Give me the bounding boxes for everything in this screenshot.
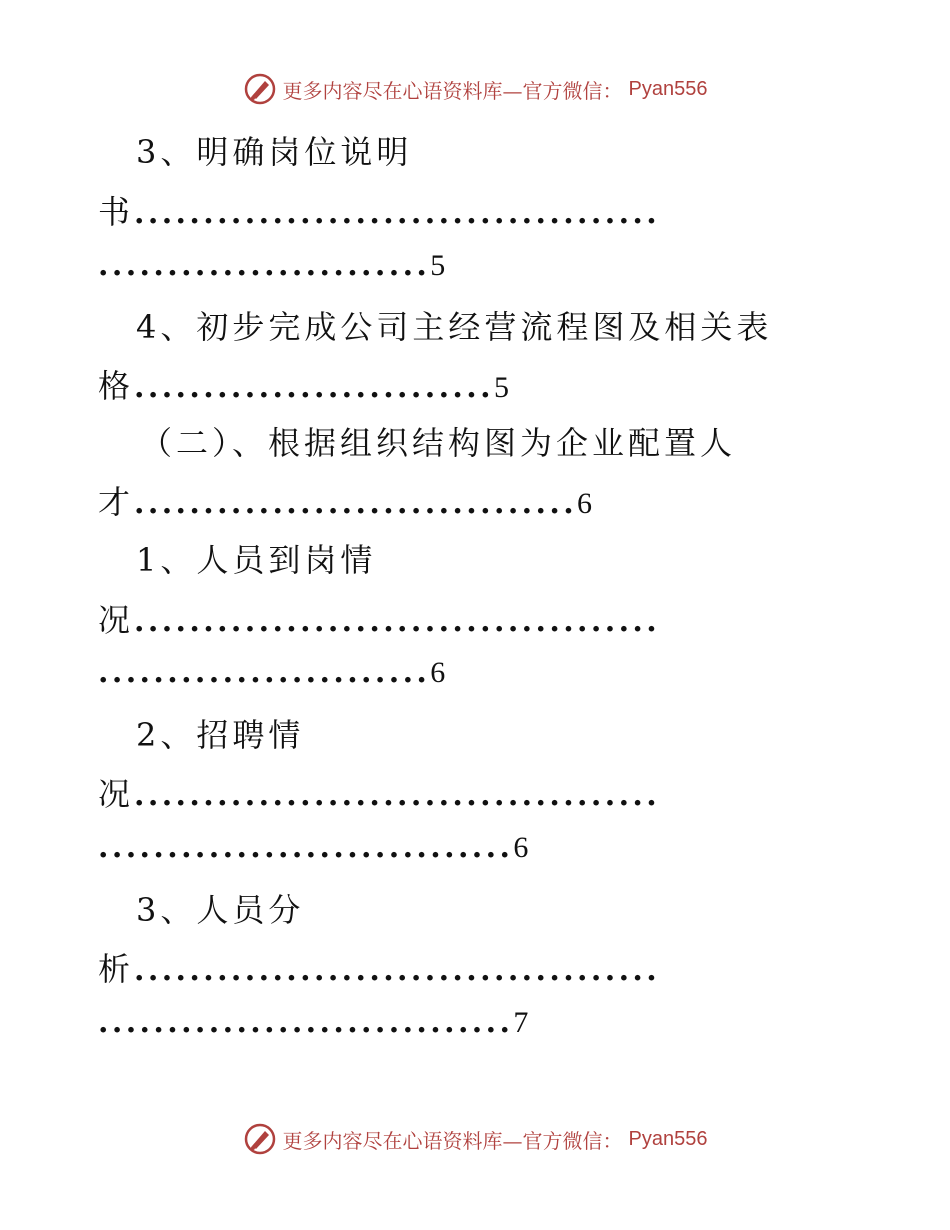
toc-heading-tail: 析: [98, 950, 135, 988]
toc-leader-line: [98, 827, 528, 865]
toc-dot-leader: ......................................: [134, 953, 661, 988]
toc-dot-leader: ..............................: [98, 1005, 514, 1040]
toc-leader-line: [98, 769, 660, 815]
toc-heading-text: 1、人员到岗情: [136, 541, 377, 579]
toc-heading: [136, 302, 772, 348]
toc-dot-leader: ........................: [98, 248, 431, 283]
toc-leader-line: [98, 1002, 528, 1040]
toc-leader-line: [98, 477, 592, 523]
toc-dot-leader: ......................................: [134, 604, 661, 639]
toc-heading-tail: 况: [98, 601, 135, 639]
toc-heading-tail: 格: [98, 367, 135, 405]
banner-wechat-id: Pyan556: [628, 77, 708, 100]
toc-heading-text: 4、初步完成公司主经营流程图及相关表: [136, 308, 773, 346]
footer-banner: [0, 1122, 950, 1156]
banner-text: 更多内容尽在心语资料库—官方微信：: [282, 78, 623, 103]
toc-page-number: 6: [430, 656, 446, 689]
toc-heading-tail: 书: [98, 193, 135, 231]
toc-heading-tail: 况: [98, 775, 135, 813]
toc-leader-line: [98, 595, 660, 641]
toc-heading: [136, 127, 412, 173]
toc-page-number: 7: [513, 1006, 529, 1039]
toc-heading-text: 3、人员分: [136, 891, 305, 929]
header-banner: [0, 72, 950, 106]
toc-heading: [140, 418, 736, 464]
toc-heading-text: 3、明确岗位说明: [136, 133, 413, 171]
toc-dot-leader: ......................................: [134, 778, 661, 813]
toc-page-number: 5: [430, 249, 446, 282]
banner-wechat-id: Pyan556: [628, 1127, 708, 1150]
toc-leader-line: [98, 652, 445, 690]
toc-page-number: 6: [513, 831, 529, 864]
toc-heading: [136, 710, 304, 756]
toc-dot-leader: ........................: [98, 655, 431, 690]
toc-dot-leader: ................................: [134, 486, 578, 521]
toc-leader-line: [98, 245, 445, 283]
toc-heading-text: 2、招聘情: [136, 716, 305, 754]
toc-heading-tail: 才: [98, 483, 135, 521]
toc-leader-line: [98, 187, 660, 233]
toc-heading: [136, 535, 376, 581]
toc-page-number: 6: [577, 487, 593, 520]
toc-leader-line: [98, 361, 509, 407]
pen-logo-icon: [243, 1122, 277, 1156]
toc-dot-leader: ..........................: [134, 370, 494, 405]
toc-page-number: 5: [493, 371, 509, 404]
toc-dot-leader: ..............................: [98, 830, 514, 865]
banner-text: 更多内容尽在心语资料库—官方微信：: [282, 1128, 623, 1153]
toc-heading-text: （二）、根据组织结构图为企业配置人: [140, 424, 737, 462]
toc-leader-line: [98, 944, 660, 990]
toc-dot-leader: ......................................: [134, 196, 661, 231]
toc-heading: [136, 885, 304, 931]
pen-logo-icon: [243, 72, 277, 106]
